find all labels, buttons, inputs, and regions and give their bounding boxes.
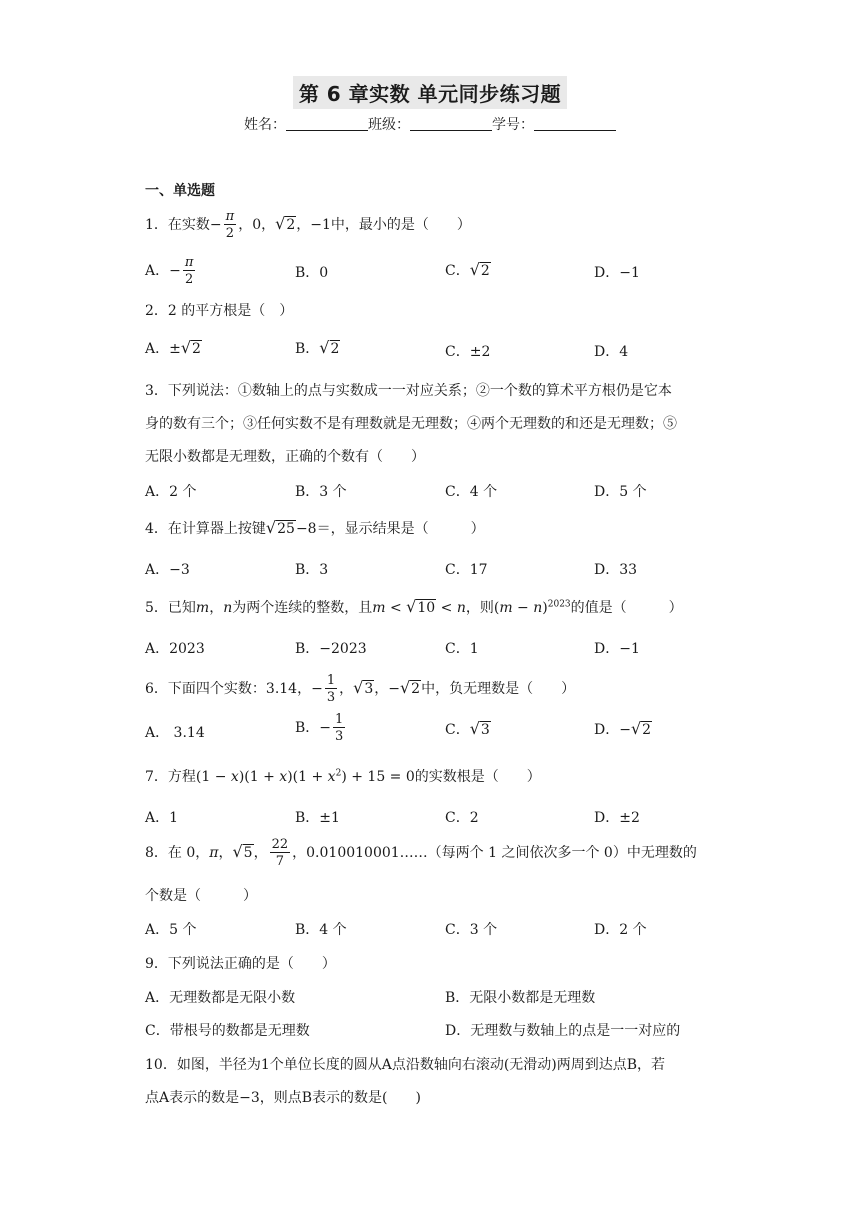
q4-option-a[interactable]: A．−3 [145, 562, 190, 578]
q6-option-c[interactable]: C．√3 [445, 719, 490, 738]
question-8-line1: 8．在 0，π，√5， $\frac{22}{7}$ ，0.010010001……（每两个 1 之间依次多一个 0）中无理数的 [145, 837, 697, 869]
q8-option-d[interactable]: D．2 个 [594, 922, 647, 938]
q5-option-c[interactable]: C．1 [445, 641, 479, 657]
q9-option-b[interactable]: B．无限小数都是无理数 [445, 990, 596, 1006]
name-label: 姓名： [244, 117, 286, 133]
q1-option-d[interactable]: D．−1 [594, 265, 640, 281]
q8-option-a[interactable]: A．5 个 [145, 922, 197, 938]
id-label: 学号： [492, 117, 534, 133]
question-10-line1: 10．如图，半径为1个单位长度的圆从A点沿数轴向右滚动(无滑动)两周到达点B，若 [145, 1057, 666, 1073]
q4-option-b[interactable]: B．3 [295, 562, 329, 578]
class-blank[interactable] [410, 116, 492, 131]
q9-option-d[interactable]: D．无理数与数轴上的点是一一对应的 [445, 1023, 681, 1039]
q5-option-b[interactable]: B．−2023 [295, 641, 367, 657]
question-10-line2: 点A表示的数是−3，则点B表示的数是( ) [145, 1090, 421, 1106]
q2-option-d[interactable]: D．4 [594, 344, 629, 360]
sqrt-25: √25 [265, 518, 295, 537]
q9-option-c[interactable]: C．带根号的数都是无理数 [145, 1023, 310, 1039]
question-3-line3: 无限小数都是无理数，正确的个数有（ ） [145, 449, 425, 465]
question-3-line1: 3．下列说法：①数轴上的点与实数成一一对应关系；②一个数的算术平方根仍是它本 [145, 383, 672, 399]
question-6-stem: 6．下面四个实数：3.14，− $\frac{1}{3}$ ，√3，−√2中，负无理数是（ ） [145, 673, 576, 705]
q7-option-d[interactable]: D．±2 [594, 810, 640, 826]
q8-option-b[interactable]: B．4 个 [295, 922, 347, 938]
q2-option-c[interactable]: C．±2 [445, 344, 491, 360]
q7-option-c[interactable]: C．2 [445, 810, 479, 826]
question-3-line2: 身的数有三个；③任何实数不是有理数就是无理数；④两个无理数的和还是无理数；⑤ [145, 416, 677, 432]
q1-option-c[interactable]: C．√2 [445, 260, 490, 279]
question-7-stem: 7．方程$(1 - x)(1 + x)(1 + x^2) + 15 = 0$的实数根是（ ） [145, 768, 541, 785]
student-info [0, 114, 860, 134]
q6-option-d[interactable]: D．−√2 [594, 719, 652, 738]
q2-option-a[interactable]: A．±√2 [145, 338, 201, 357]
question-2-stem: 2．2 的平方根是（ ） [145, 303, 294, 319]
q5-option-d[interactable]: D．−1 [594, 641, 640, 657]
q7-option-a[interactable]: A．1 [145, 810, 179, 826]
q4-option-c[interactable]: C．17 [445, 562, 488, 578]
q6-option-a[interactable]: A． 3.14 [145, 725, 205, 741]
q1-option-b[interactable]: B．0 [295, 265, 329, 281]
q1-option-a[interactable]: A．− $\frac{\pi}{2}$ [145, 255, 194, 287]
q3-option-a[interactable]: A．2 个 [145, 484, 197, 500]
question-8-line2: 个数是（ ） [145, 888, 257, 904]
class-label: 班级： [368, 117, 410, 133]
question-9-stem: 9．下列说法正确的是（ ） [145, 956, 336, 972]
q2-option-b[interactable]: B．√2 [295, 338, 340, 357]
page-title: 第 6 章实数 单元同步练习题 [293, 76, 567, 109]
q9-option-a[interactable]: A．无理数都是无限小数 [145, 990, 296, 1006]
q3-option-d[interactable]: D．5 个 [594, 484, 647, 500]
q8-option-c[interactable]: C．3 个 [445, 922, 498, 938]
question-5-stem: 5．已知m，n为两个连续的整数，且m < √10 < n，则$(m - n)^{2023}$的值是（ ） [145, 597, 683, 616]
question-4-stem: 4．在计算器上按键√25−8＝，显示结果是（ ） [145, 518, 485, 537]
title-row [0, 76, 860, 109]
q4-option-d[interactable]: D．33 [594, 562, 638, 578]
q3-option-b[interactable]: B．3 个 [295, 484, 347, 500]
id-blank[interactable] [534, 116, 616, 131]
q5-option-a[interactable]: A．2023 [145, 641, 205, 657]
neg-pi-over-2: $\frac{\pi}{2}$ [225, 209, 235, 241]
q3-option-c[interactable]: C．4 个 [445, 484, 498, 500]
q7-option-b[interactable]: B．±1 [295, 810, 340, 826]
section-heading: 一、单选题 [145, 183, 215, 199]
question-1-stem: 1．在实数− $\frac{\pi}{2}$ ，0，√2，−1中，最小的是（ ） [145, 209, 471, 241]
name-blank[interactable] [286, 116, 368, 131]
sqrt-2: √2 [275, 214, 296, 233]
q6-option-b[interactable]: B．− $\frac{1}{3}$ [295, 712, 344, 744]
